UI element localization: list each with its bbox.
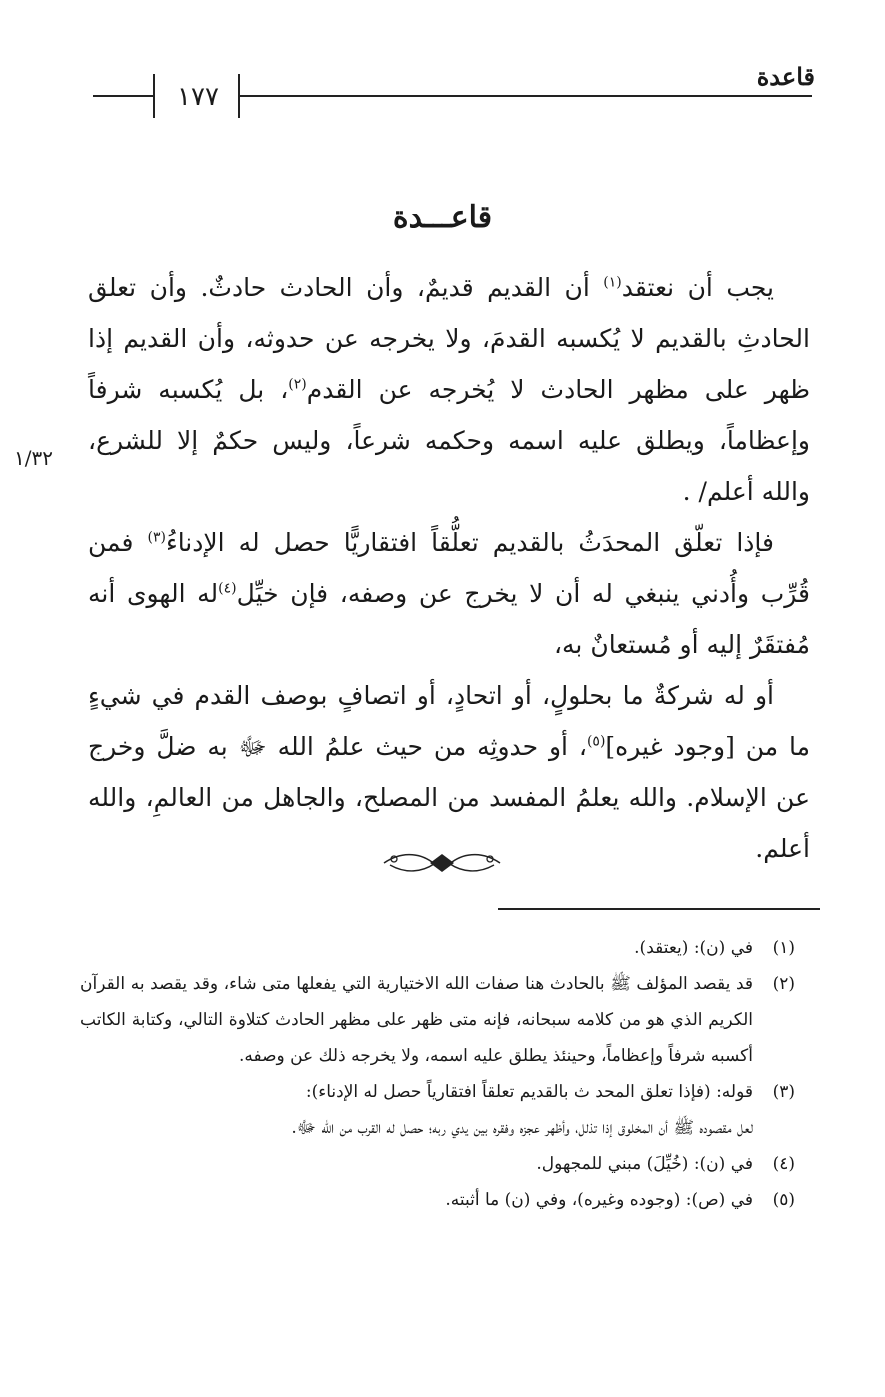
footnote-separator (498, 908, 820, 910)
text-run: يجب أن نعتقد (621, 273, 774, 302)
page-number: ١٧٧ (177, 82, 219, 112)
text-run: فمن قُرِّب وأُدني ينبغي له أن لا يخرج عن وصفه، فإن خيِّل (88, 528, 810, 608)
text-run: أو له شركةٌ ما بحلولٍ، أو اتحادٍ، أو اتصافٍ بوصف القدم في شيءٍ ما من [وجود غيره] (88, 681, 811, 761)
footnote-text: في (ن): (يعتقد). (634, 938, 753, 958)
text-run: فإذا تعلّق المحدَثُ بالقديم تعلُّقاً افتقاريًّا حصل له الإدناءُ (165, 528, 774, 557)
footnote (80, 966, 795, 1074)
header-divider (238, 74, 240, 118)
footnote-number: (١) (772, 938, 795, 958)
footnote (80, 930, 795, 966)
footnote-text: في (ن): (خُيِّلَ) مبني للمجهول. (536, 1154, 753, 1174)
footnote (80, 1074, 795, 1146)
footnote-text: قوله: (فإذا تعلق المحد ث بالقديم تعلقاً افتقارياً حصل له الإدناء): (305, 1082, 753, 1102)
paragraph (88, 517, 810, 670)
header-rule-right (240, 95, 812, 97)
ornament-divider (380, 848, 504, 878)
text-run: له الهوى أنه مُفتقَرٌ إليه أو مُستعانٌ به، (88, 579, 810, 659)
text-run: ، أو حدوثِه من حيث علمُ الله ﷻ به ضلَّ وخرج عن الإسلام. والله يعلمُ المفسد من المصلح، والجاهل من العالمِ، والله أعلم. (88, 732, 810, 863)
paragraph (88, 670, 810, 874)
footnote-number: (٢) (772, 974, 795, 994)
footnotes (80, 930, 795, 1218)
footnote-number: (٣) (772, 1082, 795, 1102)
footnote-number: (٥) (772, 1190, 795, 1210)
section-heading: قاعـــدة (392, 200, 493, 235)
footnote-ref: (٣) (147, 529, 166, 546)
margin-folio-note: ١/٣٢ (14, 446, 53, 470)
footnote-text: قد يقصد المؤلف ﷺ بالحادث هنا صفات الله الاختيارية التي يفعلها متى شاء، وقد يقصد به القرآن الكريم الذي هو من كلامه سبحانه، فإنه متى ظهر على مظهر الحادث كتلاوة التالي، وكتابة الكاتب أكسبه شرفاً وإعظاماً، وحينئذ يطلق عليه اسمه، ولا يخرجه ذلك عن وصفه. (80, 974, 753, 1066)
footnote-continuation: لعل مقصوده ﷺ أن المخلوق إذا تذلل، وأظهر عجزه وفقره بين يدي ربه؛ حصل له القرب من الله ﷻ. (291, 1118, 753, 1138)
footnote-ref: (٥) (586, 733, 606, 750)
main-text (88, 262, 810, 874)
footnote (80, 1146, 795, 1182)
footnote-ref: (٤) (218, 580, 237, 597)
footnote-text: في (ص): (وجوده وغيره)، وفي (ن) ما أثبته. (445, 1190, 753, 1210)
running-title: قاعدة (756, 62, 815, 91)
footnote-number: (٤) (772, 1154, 795, 1174)
footnote (80, 1182, 795, 1218)
header-divider (153, 74, 155, 118)
header-rule-left (93, 95, 155, 97)
paragraph (88, 262, 810, 517)
text-run: ، بل يُكسبه شرفاً وإعظاماً، ويطلق عليه اسمه وحكمه شرعاً، وليس حكمٌ إلا للشرع، والله أعلم/ . (88, 375, 810, 506)
text-run: أن القديم قديمٌ، وأن الحادث حادثٌ. وأن تعلق الحادثِ بالقديم لا يُكسبه القدمَ، ولا يخرجه عن حدوثه، وأن القديم إذا ظهر على مظهر الحادث لا يُخرجه عن القدم (88, 273, 810, 404)
footnote-ref: (٢) (288, 376, 307, 393)
footnote-ref: (١) (603, 274, 622, 291)
